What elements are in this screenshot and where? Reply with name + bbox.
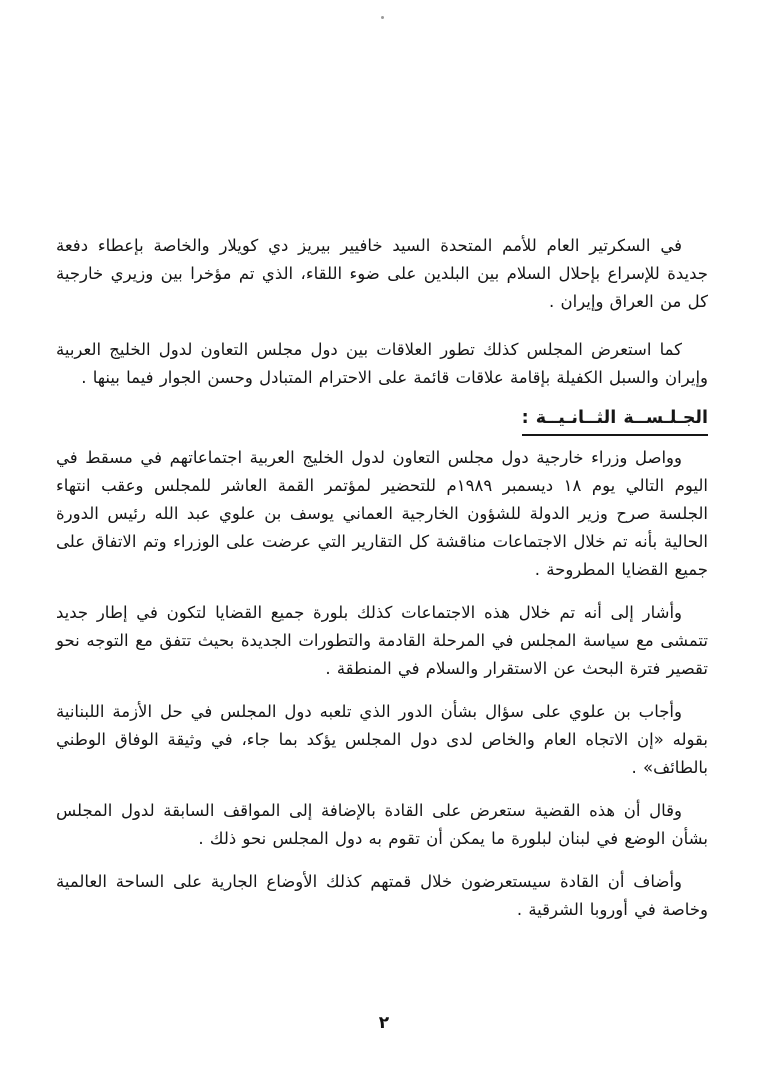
paragraph-secretary-general: في السكرتير العام للأمم المتحدة السيد خافيير بيريز دي كويلار والخاصة بإعطاء دفعة جديدة للإسراع بإحلال السلام بين البلدين على ضوء اللقاء، الذي تم مؤخرا بين وزيري خارجية كل من العراق وإيران . [56,236,708,311]
section-heading-text: الجـلـســة الثــانـيــة : [522,404,708,436]
scan-artifact-dot [381,16,384,19]
page-content [56,232,708,924]
paragraph-council-relations: كما استعرض المجلس كذلك تطور العلاقات بين دول مجلس التعاون لدول الخليج العربية وإيران والسبل الكفيلة بإقامة علاقات قائمة على الاحترام المتبادل وحسن الجوار فيما بينها . [56,340,708,387]
paragraph-issues-framework: وأشار إلى أنه تم خلال هذه الاجتماعات كذلك بلورة جميع القضايا لتكون في إطار جديد تتمشى مع سياسة المجلس في المرحلة القادمة والتطورات الجديدة بحيث تتفق مع التوجه نحو تقصير فترة البحث عن الاستقرار والسلام في المنطقة . [56,603,708,678]
paragraph-lebanese-crisis: وأجاب بن علوي على سؤال بشأن الدور الذي تلعبه دول المجلس في حل الأزمة اللبنانية بقوله «إن الاتجاه العام والخاص لدى دول المجلس يؤكد بما جاء، في وثيقة الوفاق الوطني بالطائف» . [56,702,708,777]
paragraph-leaders-positions: وقال أن هذه القضية ستعرض على القادة بالإضافة إلى المواقف السابقة لدول المجلس بشأن الوضع في لبنان لبلورة ما يمكن أن تقوم به دول المجلس نحو ذلك . [56,801,708,848]
paragraph-world-situation: وأضاف أن القادة سيستعرضون خلال قمتهم كذلك الأوضاع الجارية على الساحة العالمية وخاصة في أوروبا الشرقية . [56,872,708,919]
page-number: ٢ [378,1013,390,1033]
paragraph-ministers-meeting: وواصل وزراء خارجية دول مجلس التعاون لدول الخليج العربية اجتماعاتهم في مسقط في اليوم التالي يوم ١٨ ديسمبر ١٩٨٩م للتحضير لمؤتمر القمة العاشر للمجلس وعقب انتهاء الجلسة صرح وزير الدولة للشؤون الخارجية العماني يوسف بن علوي عبد الله رئيس الدورة الحالية بأنه تم خلال الاجتماعات مناقشة كل التقارير التي عرضت على الوزراء وتم الاتفاق على جميع القضايا المطروحة . [56,448,708,579]
section-heading-second-session [56,404,708,436]
